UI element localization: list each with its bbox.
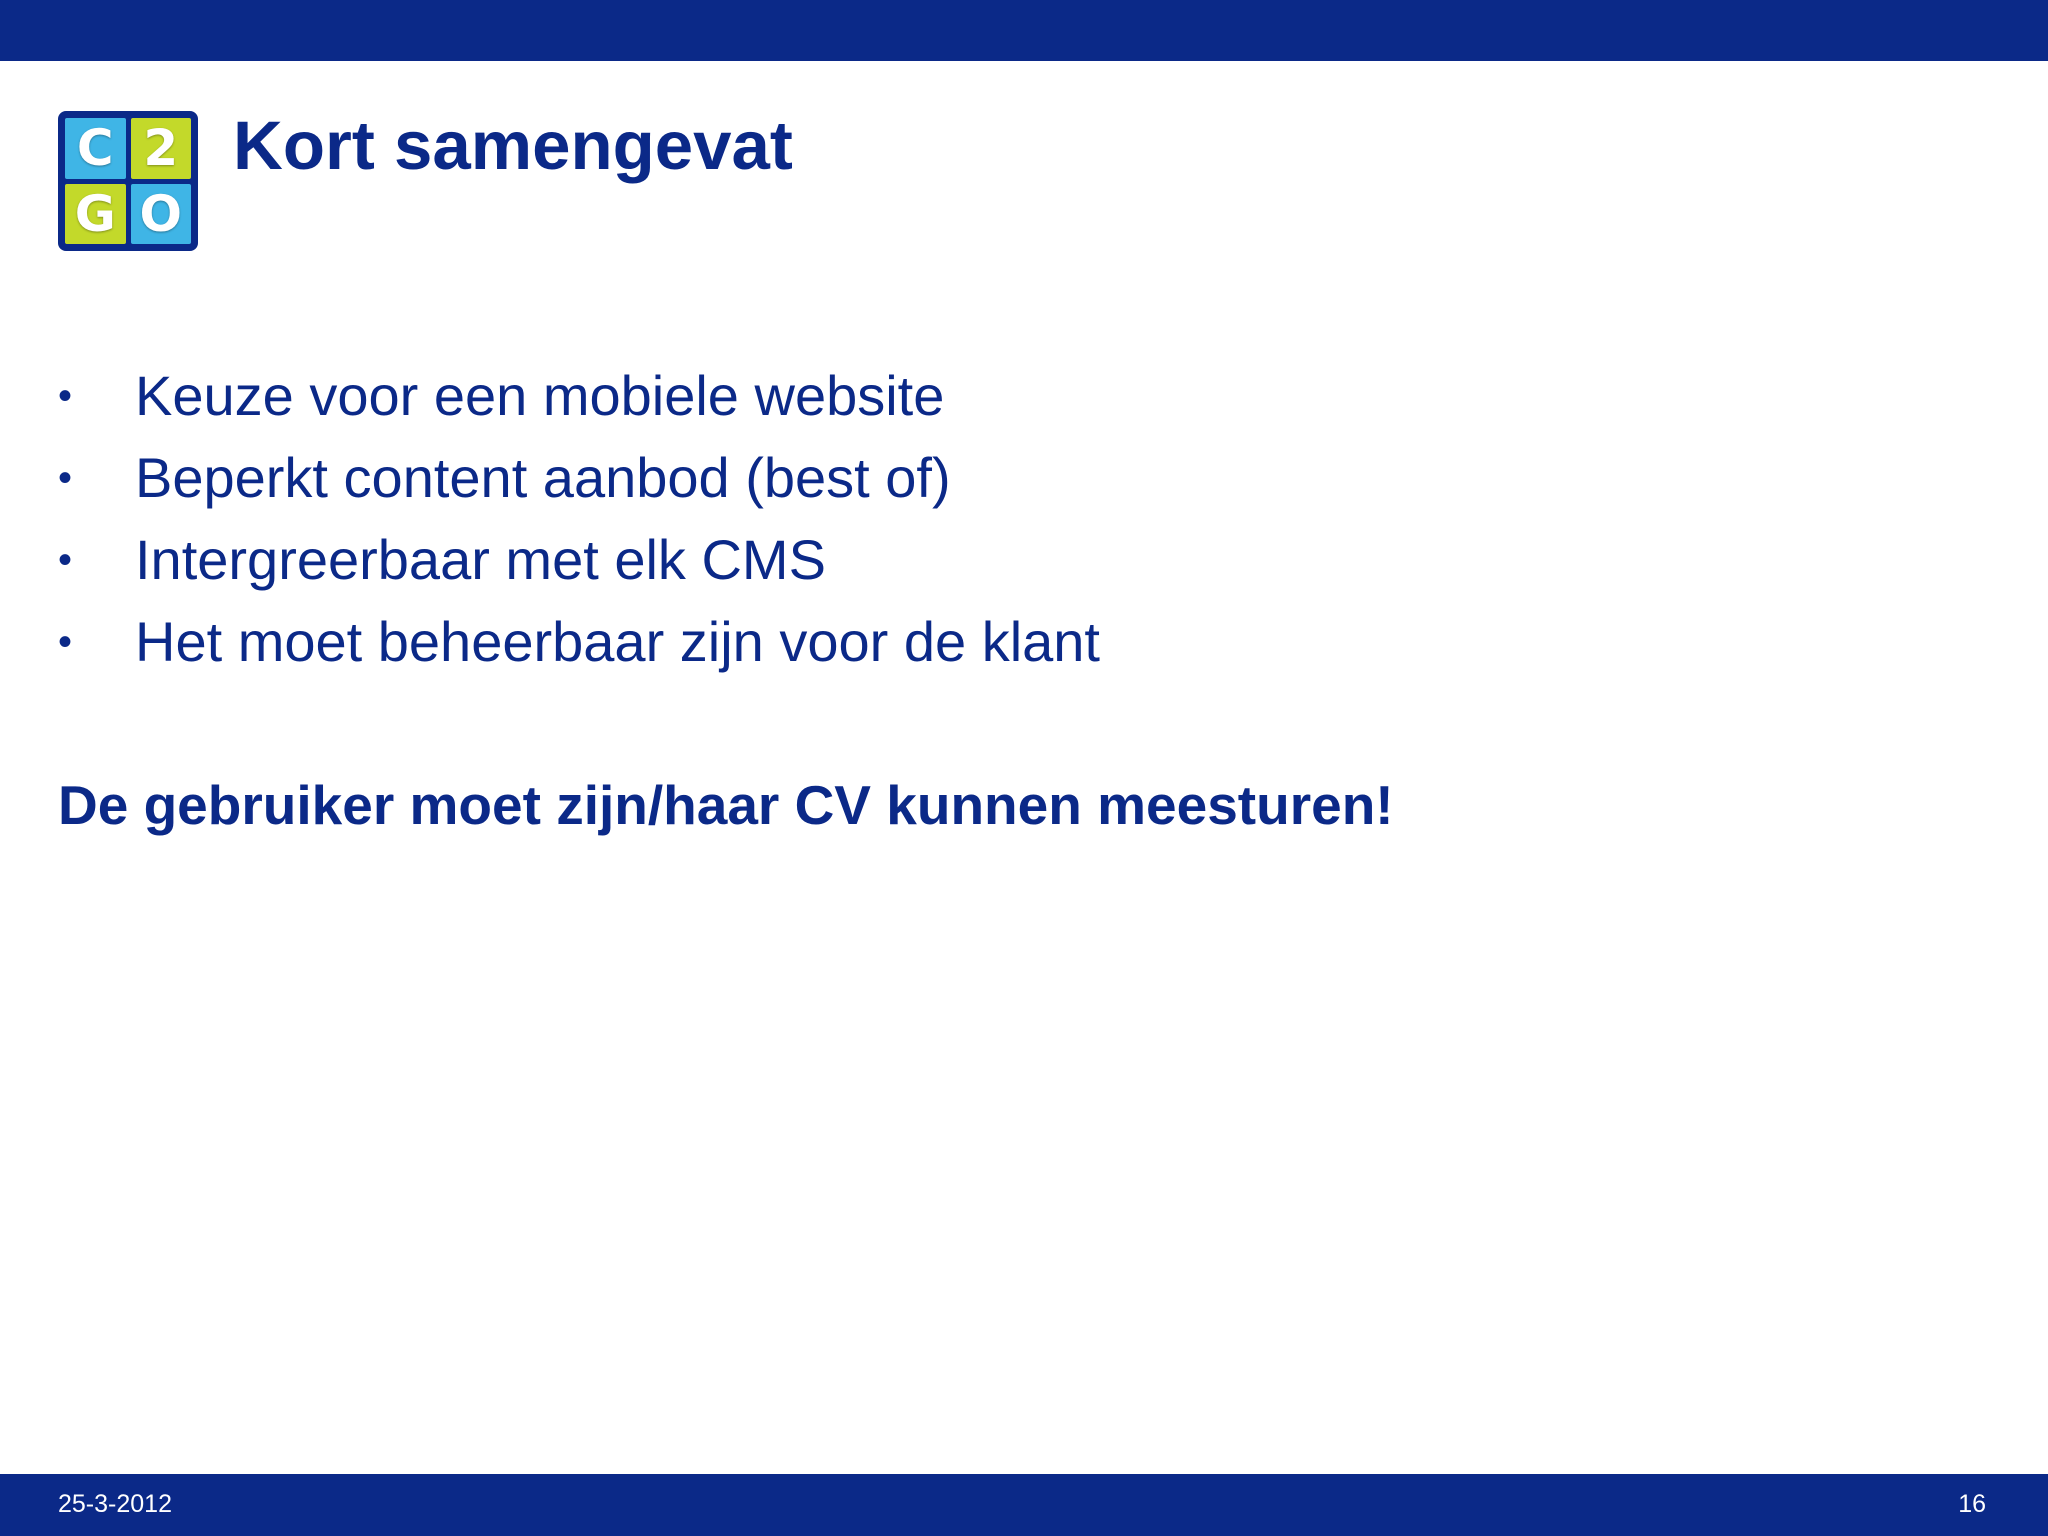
bullet-marker: • [58, 374, 73, 418]
bullet-marker: • [58, 456, 73, 500]
footer-date: 25-3-2012 [58, 1490, 172, 1518]
bullet-text: Het moet beheerbaar zijn voor de klant [135, 610, 1100, 673]
logo-cell-2: 2 [131, 118, 192, 179]
bullet-marker: • [58, 538, 73, 582]
emphasis-statement: De gebruiker moet zijn/haar CV kunnen meesturen! [58, 774, 1394, 836]
bullet-text: Beperkt content aanbod (best of) [135, 446, 951, 509]
bullet-text: Intergreerbaar met elk CMS [135, 528, 826, 591]
c2go-logo [58, 111, 198, 251]
logo-cell-g: G [65, 184, 126, 245]
logo-cell-o: O [131, 184, 192, 245]
logo-cell-c: C [65, 118, 126, 179]
bottom-footer-bar [0, 1474, 2048, 1536]
bullet-text: Keuze voor een mobiele website [135, 364, 945, 427]
page-number: 16 [1958, 1490, 1986, 1518]
bullet-marker: • [58, 620, 73, 664]
slide-title: Kort samengevat [233, 107, 793, 184]
top-header-bar [0, 0, 2048, 61]
